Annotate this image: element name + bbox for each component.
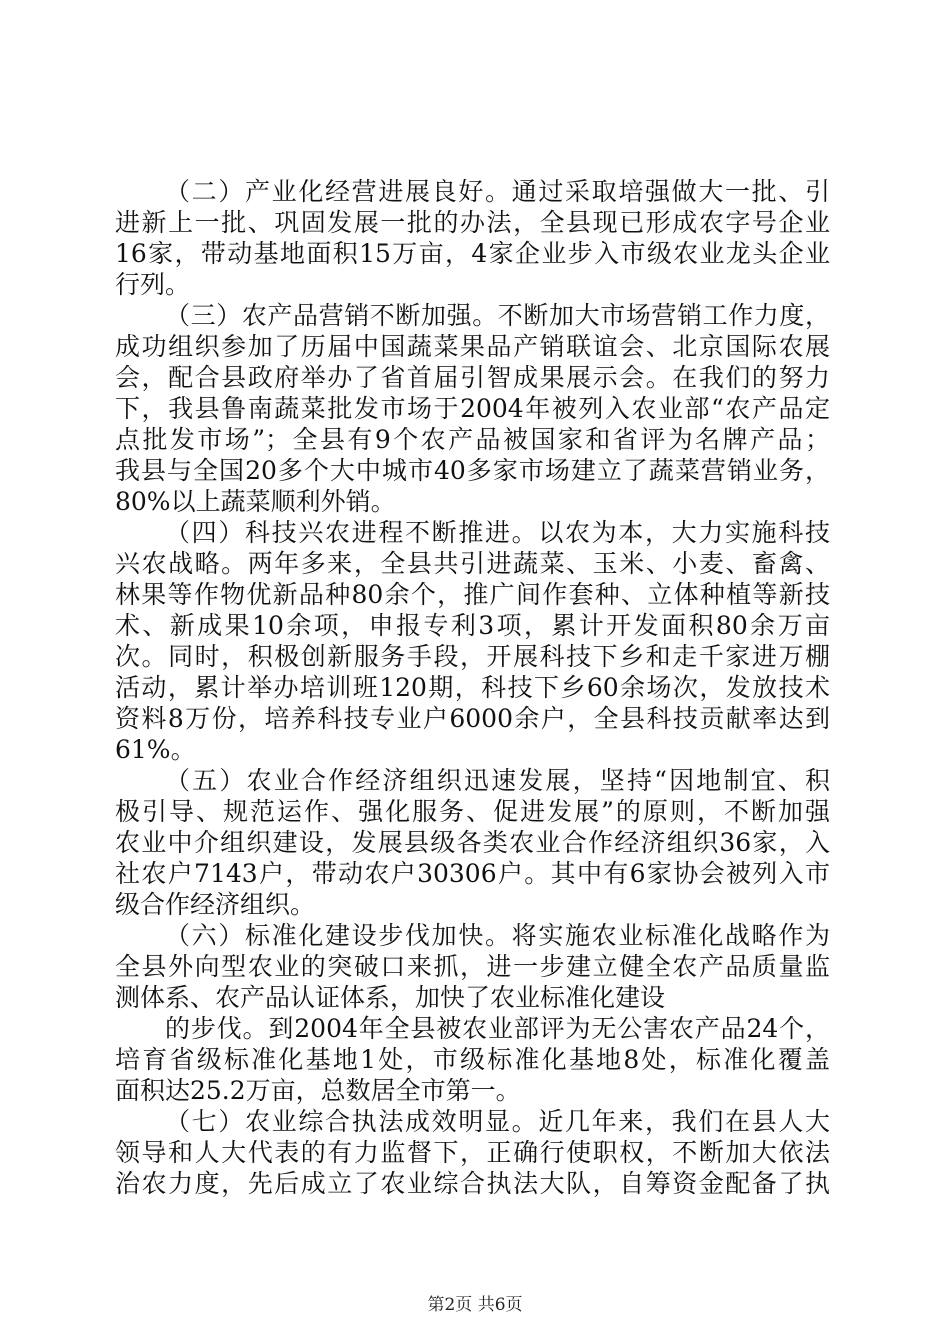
paragraph-line: （七）农业综合执法成效明显。近几年来，我们在县人大 [165,1107,830,1136]
paragraph-line: 极引导、规范运作、强化服务、促进发展”的原则，不断加强 [115,797,830,826]
paragraph-line: 社农户7143户，带动农户30306户。其中有6家协会被列入市 [115,859,830,888]
paragraph-line: 林果等作物优新品种80余个，推广间作套种、立体种植等新技 [115,580,830,609]
paragraph-line: （三）农产品营销不断加强。不断加大市场营销工作力度， [165,301,830,330]
paragraph-line: 兴农战略。两年多来，全县共引进蔬菜、玉米、小麦、畜禽、 [115,549,830,578]
paragraph-line: 点批发市场”；全县有9个农产品被国家和省评为名牌产品； [115,425,830,454]
paragraph-line: 61%。 [115,735,196,764]
paragraph-line: 级合作经济组织。 [115,890,316,919]
paragraph-line: 面积达25.2万亩，总数居全市第一。 [115,1076,521,1105]
paragraph-line: 进新上一批、巩固发展一批的办法，全县现已形成农字号企业 [115,208,830,237]
paragraph-line: 农业中介组织建设，发展县级各类农业合作经济组织36家，入 [115,828,830,857]
paragraph-line: 全县外向型农业的突破口来抓，进一步建立健全农产品质量监 [115,952,830,981]
paragraph-line: 活动，累计举办培训班120期，科技下乡60余场次，发放技术 [115,673,830,702]
paragraph-line: 80%以上蔬菜顺利外销。 [115,487,396,516]
paragraph-line: 下，我县鲁南蔬菜批发市场于2004年被列入农业部“农产品定 [115,394,830,423]
paragraph-line: 行列。 [115,270,191,299]
paragraph-line: （五）农业合作经济组织迅速发展，坚持“因地制宜、积 [165,766,830,795]
paragraph-line: 术、新成果10余项，申报专利3项，累计开发面积80余万亩 [115,611,830,640]
paragraph-line: 会，配合县政府举办了省首届引智成果展示会。在我们的努力 [115,363,830,392]
paragraph-line: 领导和人大代表的有力监督下，正确行使职权，不断加大依法 [115,1138,830,1167]
paragraph-line: （四）科技兴农进程不断推进。以农为本，大力实施科技 [165,518,830,547]
paragraph-line: （二）产业化经营进展良好。通过采取培强做大一批、引 [165,177,830,206]
paragraph-line: 的步伐。到2004年全县被农业部评为无公害农产品24个， [165,1014,830,1043]
paragraph-line: 治农力度，先后成立了农业综合执法大队，自筹资金配备了执 [115,1169,830,1198]
page-footer [0,1295,950,1315]
paragraph-line: 测体系、农产品认证体系，加快了农业标准化建设 [115,983,666,1012]
paragraph-line: 我县与全国20多个大中城市40多家市场建立了蔬菜营销业务， [115,456,830,485]
paragraph-line: 资料8万份，培养科技专业户6000余户，全县科技贡献率达到 [115,704,830,733]
paragraph-line: 培育省级标准化基地1处，市级标准化基地8处，标准化覆盖 [115,1045,830,1074]
paragraph-line: 成功组织参加了历届中国蔬菜果品产销联谊会、北京国际农展 [115,332,830,361]
page-number: 第2页 共6页 [427,1295,523,1315]
paragraph-line: 16家，带动基地面积15万亩，4家企业步入市级农业龙头企业 [115,239,830,268]
paragraph-line: （六）标准化建设步伐加快。将实施农业标准化战略作为 [165,921,830,950]
paragraph-line: 次。同时，积极创新服务手段，开展科技下乡和走千家进万棚 [115,642,830,671]
